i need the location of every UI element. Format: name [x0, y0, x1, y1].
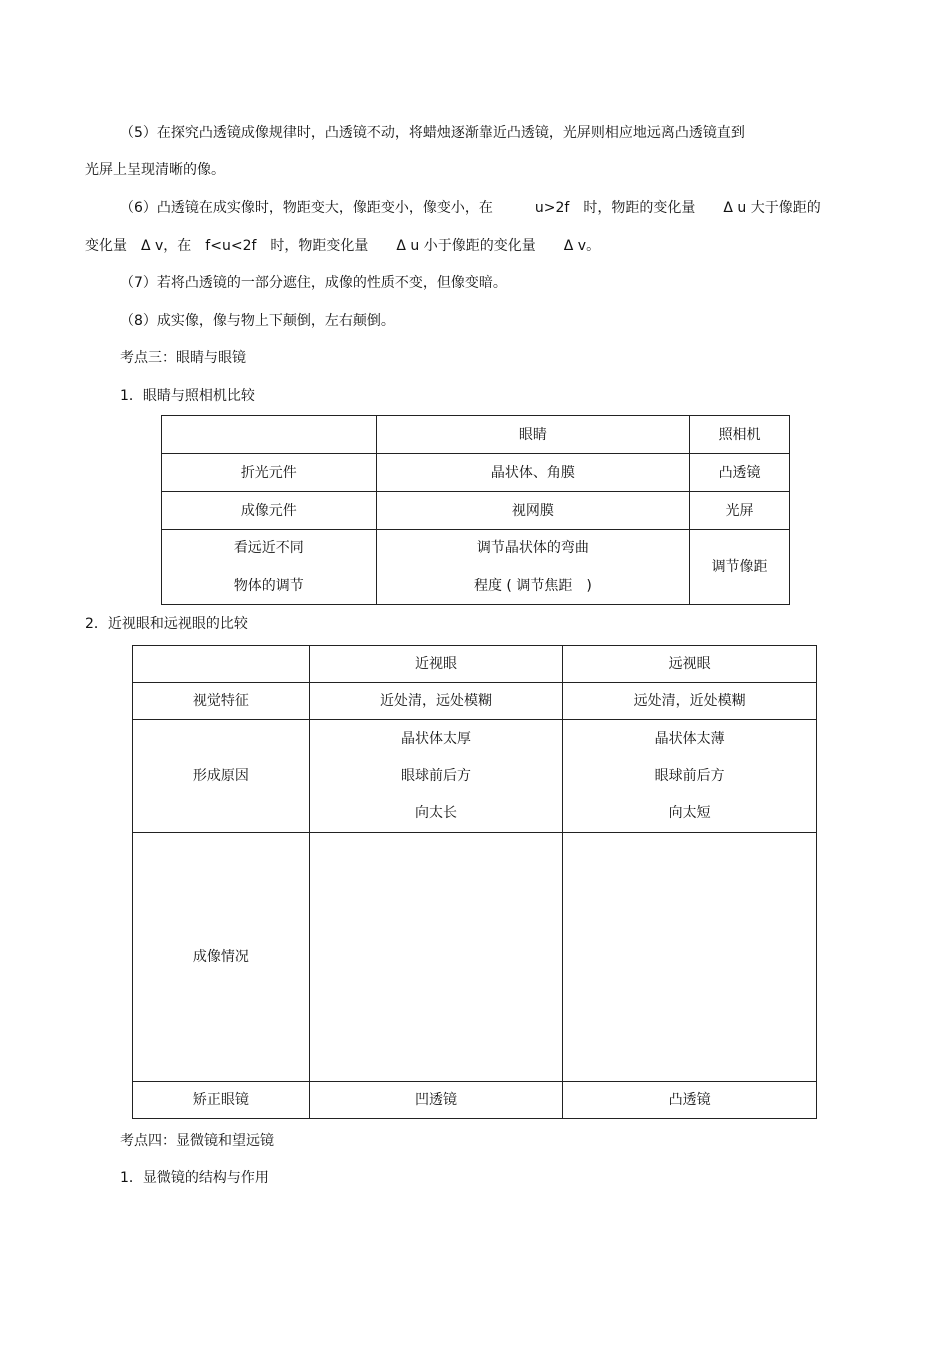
paragraph-8: （8）成实像，像与物上下颠倒，左右颠倒。	[120, 313, 395, 329]
paragraph-6-line-1: （6）凸透镜在成实像时，物距变大，像距变小，像变小，在 u>2f 时，物距的变化量 Δ u 大于像距的	[120, 200, 821, 216]
table-cell: 照相机	[690, 416, 790, 454]
table-row	[133, 646, 817, 683]
table-cell: 眼睛	[376, 416, 690, 454]
table-cell: 远视眼	[563, 646, 817, 683]
cell-line: 物体的调节	[233, 578, 304, 594]
cell-line: 眼球前后方	[401, 768, 472, 784]
table-row	[133, 720, 817, 833]
cell-line: 眼球前后方	[654, 768, 725, 784]
eye-camera-table	[161, 415, 790, 605]
subheading-microscope: 1．显微镜的结构与作用	[120, 1170, 269, 1186]
paragraph-5-line-2: 光屏上呈现清晰的像。	[85, 162, 225, 178]
table-cell: 成像情况	[133, 833, 310, 1082]
cell-line: 晶状体太厚	[401, 731, 472, 747]
table-cell: 近处清，远处模糊	[309, 683, 563, 720]
table-row	[133, 833, 817, 1082]
cell-line: 看远近不同	[233, 540, 304, 556]
imaging-diagram-placeholder	[563, 833, 817, 1082]
section-heading-kaodian-4: 考点四：显微镜和望远镜	[120, 1133, 274, 1149]
cell-line: 向太长	[415, 805, 458, 821]
table-cell	[162, 416, 377, 454]
table-cell: 凸透镜	[690, 454, 790, 492]
table-cell: 成像元件	[162, 492, 377, 530]
table-cell: 晶状体、角膜	[376, 454, 690, 492]
table-row	[162, 530, 790, 605]
table-cell: 近视眼	[309, 646, 563, 683]
table-cell	[133, 646, 310, 683]
table-row	[133, 1082, 817, 1119]
paragraph-7: （7）若将凸透镜的一部分遮住，成像的性质不变，但像变暗。	[120, 275, 507, 291]
table-cell: 凹透镜	[309, 1082, 563, 1119]
table-cell: 调节像距	[690, 530, 790, 605]
table-row	[162, 492, 790, 530]
table-cell	[376, 530, 690, 605]
table-cell	[309, 720, 563, 833]
table-cell: 视网膜	[376, 492, 690, 530]
cell-line: 调节晶状体的弯曲	[476, 540, 589, 556]
paragraph-5-line-1: （5）在探究凸透镜成像规律时，凸透镜不动，将蜡烛逐渐靠近凸透镜，光屏则相应地远离凸透镜直到	[120, 125, 745, 141]
section-heading-kaodian-3: 考点三：眼睛与眼镜	[120, 350, 246, 366]
table-row	[162, 454, 790, 492]
table-cell: 形成原因	[133, 720, 310, 833]
subheading-eye-camera: 1．眼睛与照相机比较	[120, 388, 255, 404]
table-cell: 矫正眼镜	[133, 1082, 310, 1119]
table-row	[162, 416, 790, 454]
table-row	[133, 683, 817, 720]
cell-line: 程度 ( 调节焦距 )	[473, 578, 592, 594]
cell-line: 向太短	[668, 805, 711, 821]
subheading-myopia-hyperopia: 2．近视眼和远视眼的比较	[85, 616, 248, 632]
table-cell: 折光元件	[162, 454, 377, 492]
paragraph-6-line-2: 变化量 Δ v，在 f<u<2f 时，物距变化量 Δ u 小于像距的变化量 Δ v。	[85, 238, 601, 254]
imaging-diagram-placeholder	[309, 833, 563, 1082]
table-cell	[162, 530, 377, 605]
table-cell: 视觉特征	[133, 683, 310, 720]
cell-line: 晶状体太薄	[654, 731, 725, 747]
table-cell: 光屏	[690, 492, 790, 530]
table-cell: 凸透镜	[563, 1082, 817, 1119]
table-cell	[563, 720, 817, 833]
table-cell: 远处清，近处模糊	[563, 683, 817, 720]
myopia-hyperopia-table	[132, 645, 817, 1119]
